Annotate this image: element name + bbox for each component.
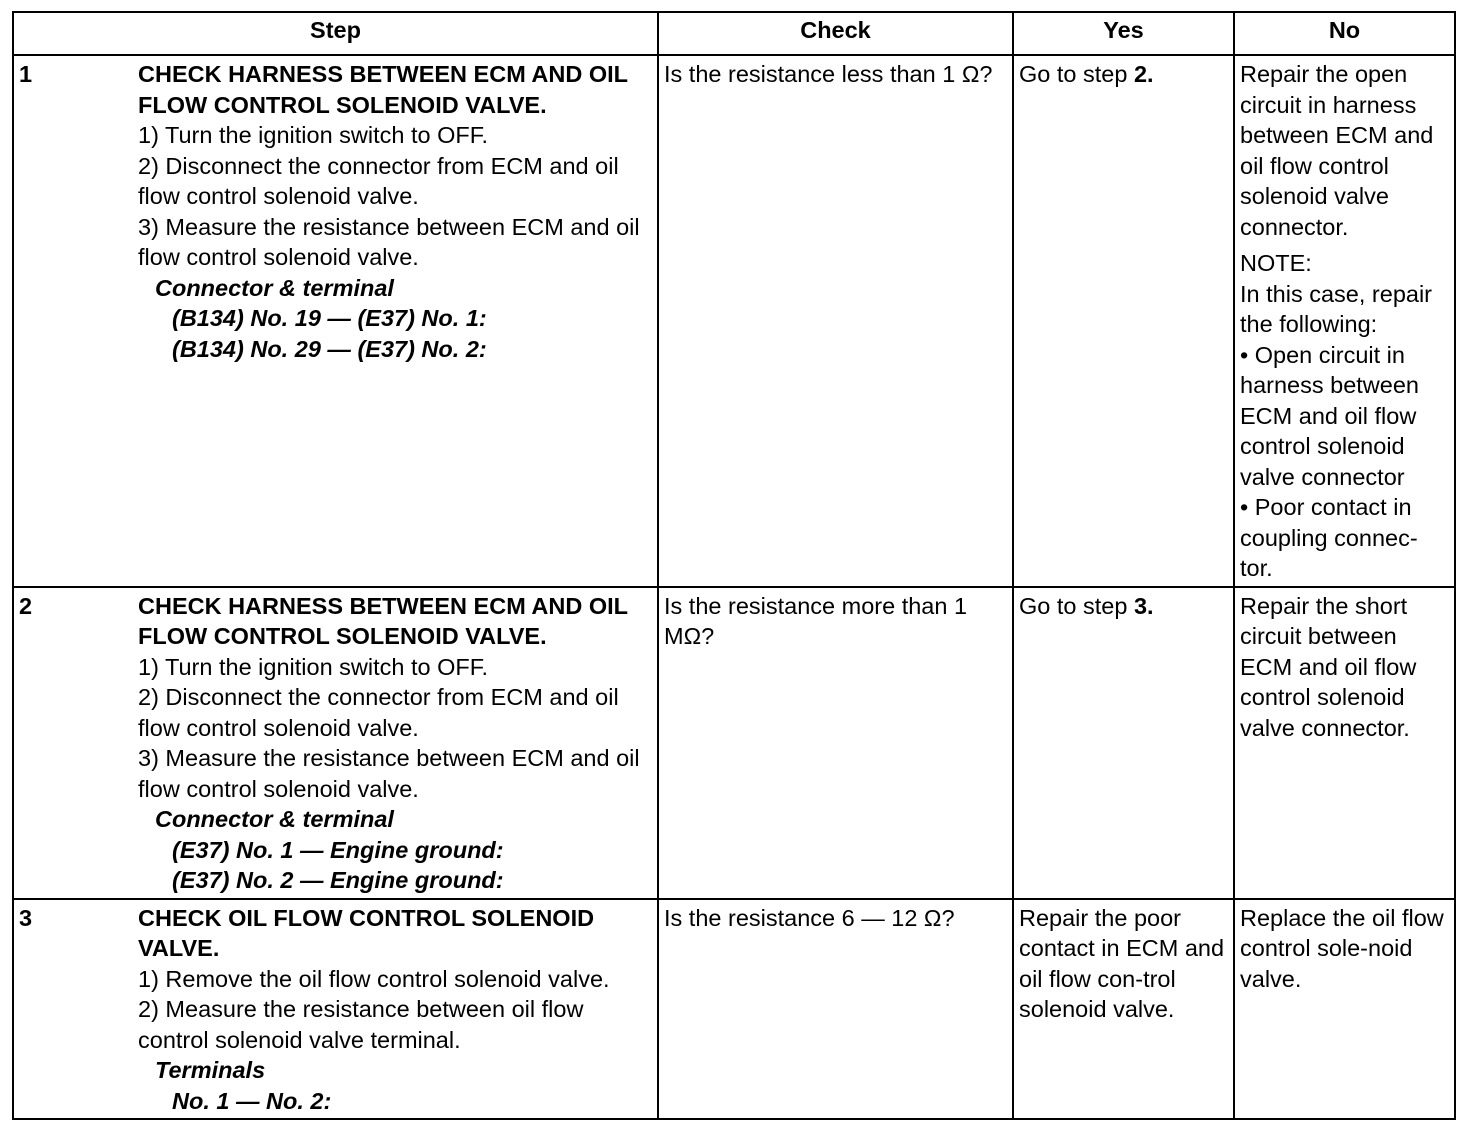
step-instruction: 3) Measure the resistance between ECM and oil flow control solenoid valve. (138, 745, 640, 802)
yes-text: Go to step (1019, 592, 1134, 619)
step-instruction: 3) Measure the resistance between ECM and oil flow control solenoid valve. (138, 213, 640, 270)
diagnostic-table (12, 11, 1456, 1120)
step-number: 1 (19, 61, 33, 87)
table-row (13, 587, 1455, 899)
yes-cell (1013, 55, 1234, 587)
step-instruction: 1) Turn the ignition switch to OFF. (138, 653, 489, 680)
note-label: NOTE: (1240, 250, 1312, 276)
terminal-spec: (E37) No. 2 — Engine ground: (172, 867, 504, 893)
note-intro: In this case, repair the following: (1240, 280, 1433, 337)
connector-label: Connector & terminal (155, 274, 394, 301)
check-cell: Is the resistance 6 — 12 Ω? (658, 899, 1013, 1120)
no-cell (1234, 899, 1455, 1120)
terminals-label: Terminals (155, 1057, 266, 1083)
yes-cell: Repair the poor contact in ECM and oil flow con-trol solenoid valve. (1013, 899, 1234, 1120)
step-number: 2 (19, 592, 33, 619)
step-title: CHECK OIL FLOW CONTROL SOLENOID VALVE. (138, 904, 595, 961)
no-text: Repair the open circuit in harness between ECM and oil flow control solenoid valve connector. (1240, 61, 1434, 240)
note-item: • Open circuit in harness between ECM and oil flow control solenoid valve connector (1240, 341, 1419, 490)
step-cell (13, 55, 658, 587)
no-text: Repair the short circuit between ECM and oil flow control solenoid valve connector. (1240, 592, 1417, 741)
step-instruction: 2) Disconnect the connector from ECM and oil flow control solenoid valve. (138, 684, 619, 741)
step-title: CHECK HARNESS BETWEEN ECM AND OIL FLOW CONTROL SOLENOID VALVE. (138, 592, 628, 649)
no-cell (1234, 587, 1455, 899)
terminal-spec: (E37) No. 1 — Engine ground: (172, 836, 504, 863)
header-yes: Yes (1013, 12, 1234, 55)
step-instruction: 2) Disconnect the connector from ECM and oil flow control solenoid valve. (138, 152, 619, 209)
yes-step-ref: 3. (1133, 592, 1154, 619)
step-instruction: 1) Remove the oil flow control solenoid valve. (138, 965, 610, 992)
step-cell (13, 899, 658, 1120)
terminal-spec: No. 1 — No. 2: (172, 1087, 332, 1114)
check-cell: Is the resistance less than 1 Ω? (658, 55, 1013, 587)
note-item: • Poor contact in coupling connec-tor. (1240, 494, 1418, 581)
yes-text: Go to step (1019, 61, 1134, 87)
yes-step-ref: 2. (1133, 61, 1154, 87)
step-cell (13, 587, 658, 899)
header-check: Check (658, 12, 1013, 55)
no-text: Replace the oil flow control sole-noid valve. (1240, 904, 1444, 992)
step-title: CHECK HARNESS BETWEEN ECM AND OIL FLOW CONTROL SOLENOID VALVE. (138, 61, 628, 118)
step-instruction: 2) Measure the resistance between oil flow control solenoid valve terminal. (138, 996, 584, 1053)
table-row (13, 899, 1455, 1120)
check-cell: Is the resistance more than 1 MΩ? (658, 587, 1013, 899)
no-cell (1234, 55, 1455, 587)
header-row (13, 12, 1455, 55)
yes-cell (1013, 587, 1234, 899)
table-row (13, 55, 1455, 587)
header-no: No (1234, 12, 1455, 55)
terminal-spec: (B134) No. 19 — (E37) No. 1: (172, 305, 487, 331)
step-instruction: 1) Turn the ignition switch to OFF. (138, 122, 489, 148)
connector-label: Connector & terminal (155, 806, 394, 832)
terminal-spec: (B134) No. 29 — (E37) No. 2: (172, 335, 487, 362)
header-step: Step (13, 12, 658, 55)
step-number: 3 (19, 904, 33, 931)
